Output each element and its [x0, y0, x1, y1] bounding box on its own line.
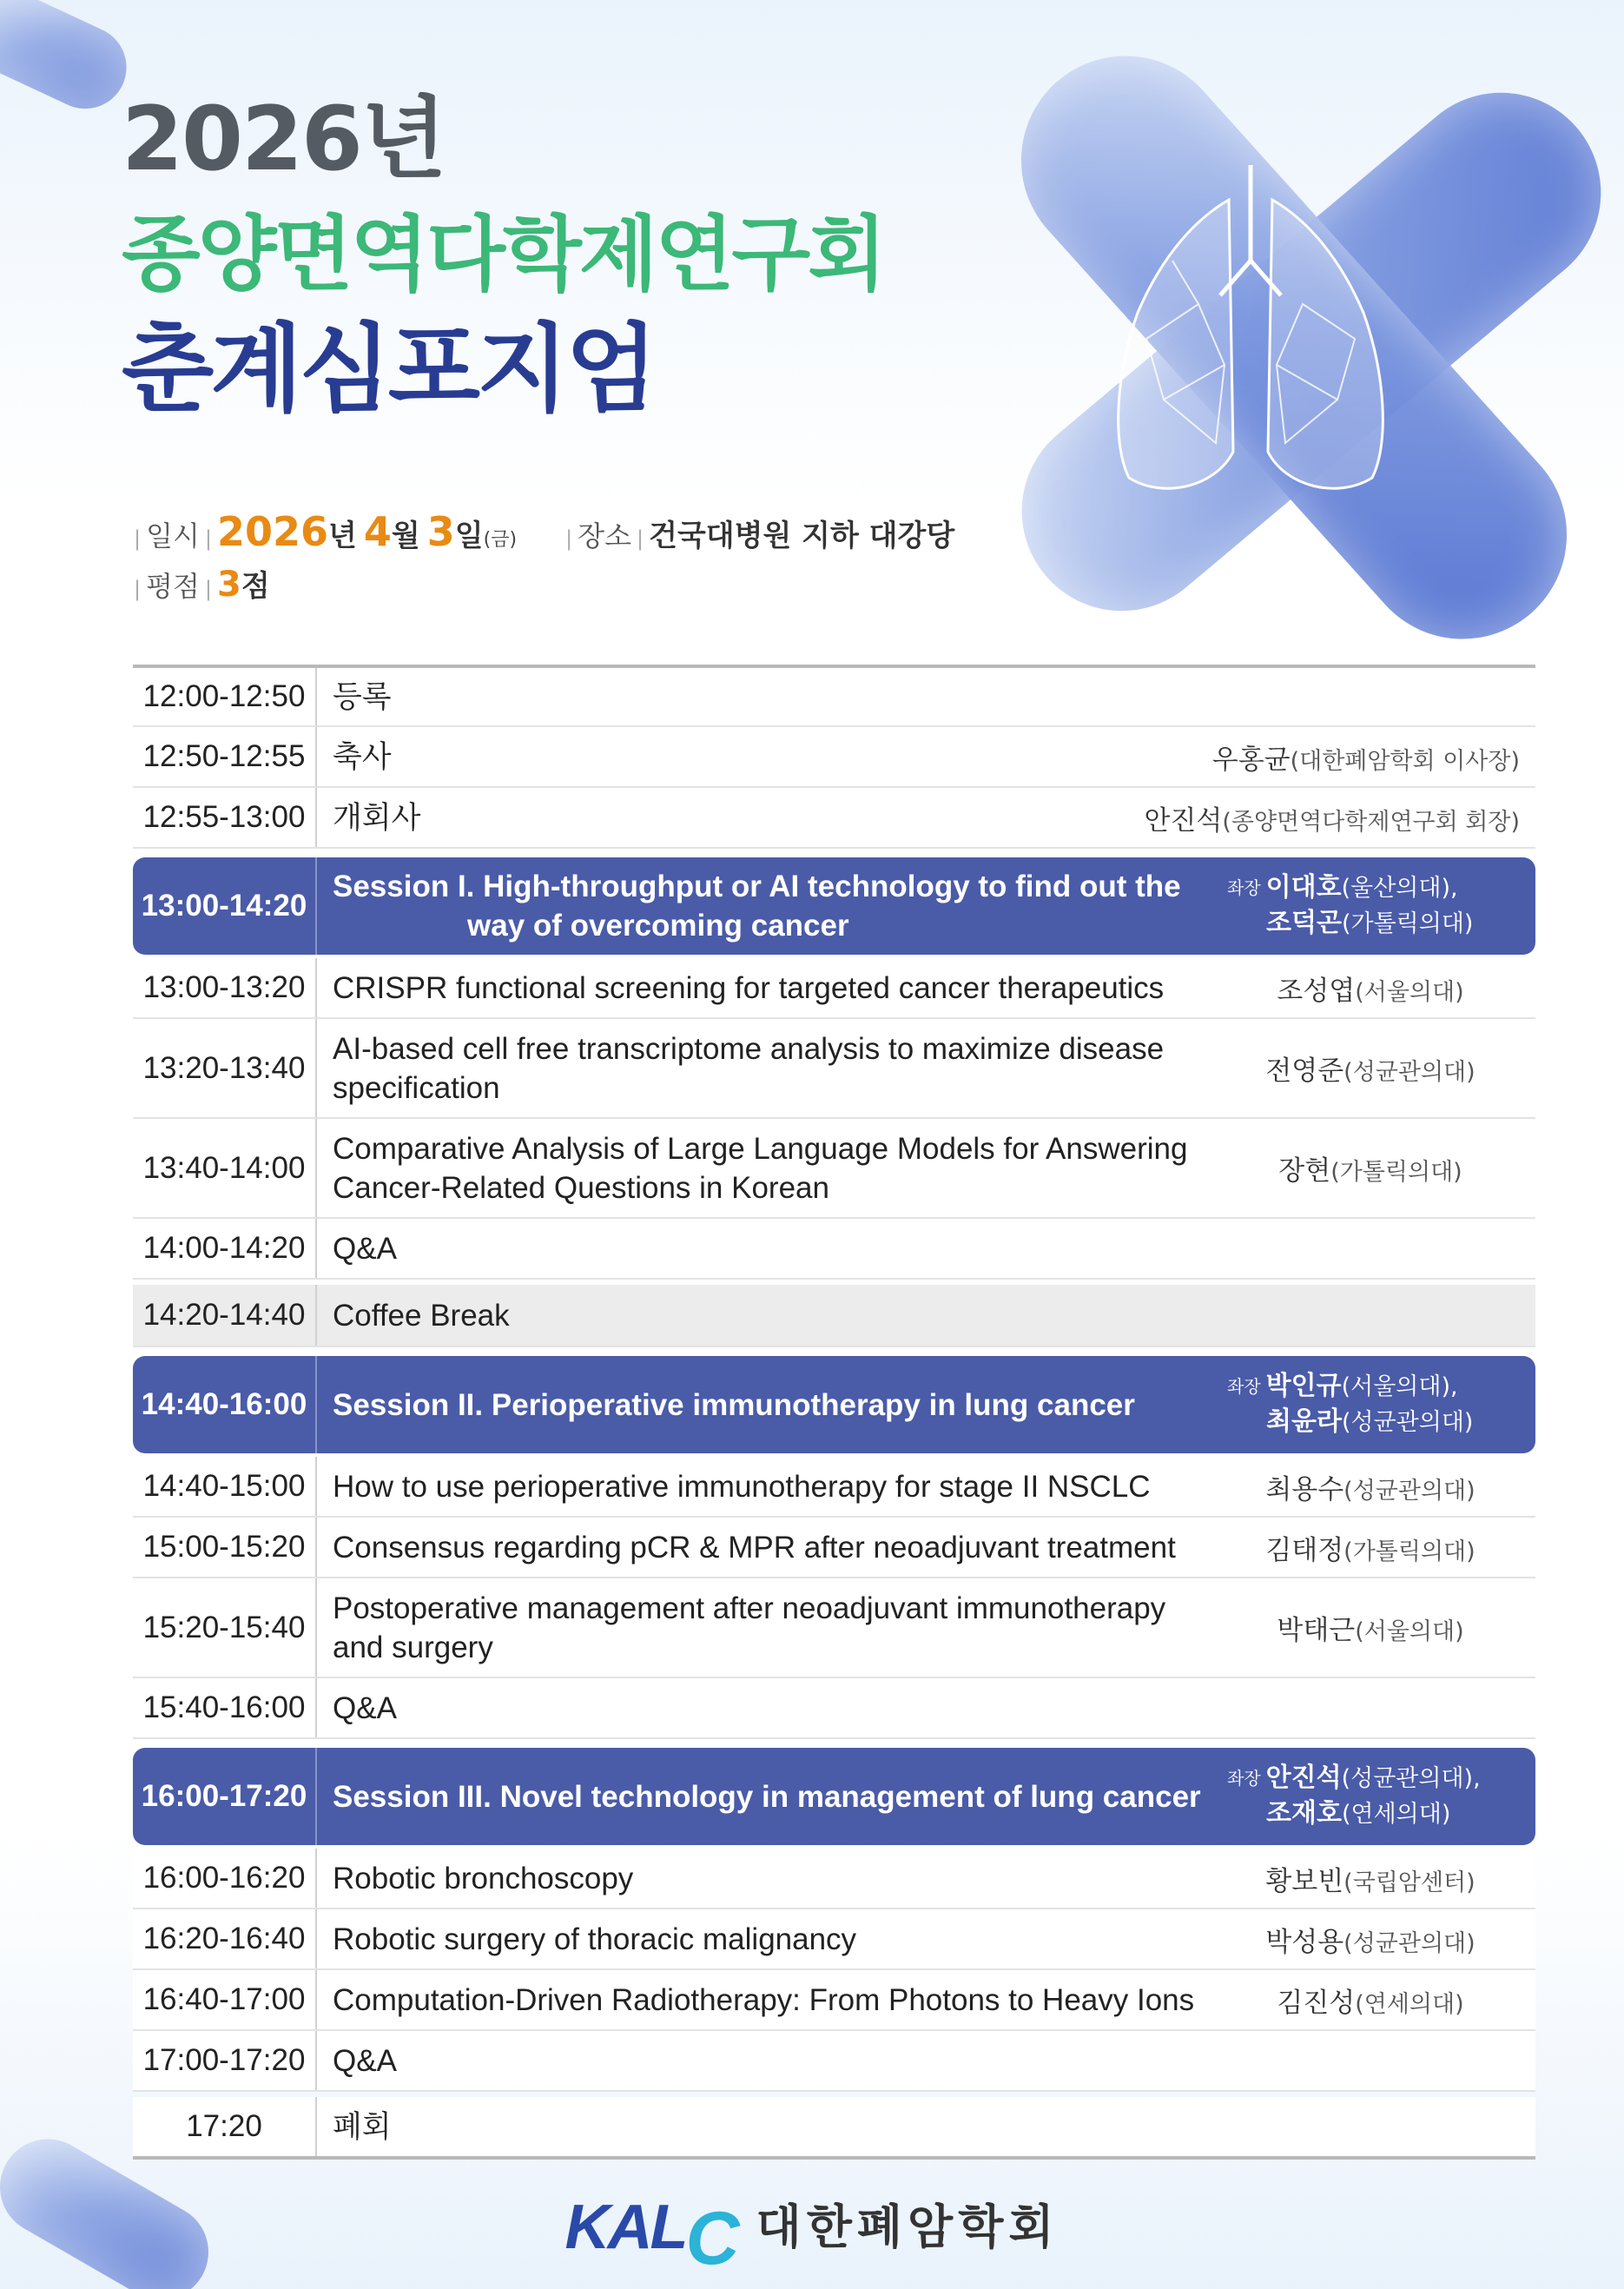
- date-label: | 일시 |: [129, 514, 217, 554]
- row-title: [317, 1859, 1205, 1898]
- date-year-unit: 년: [328, 519, 357, 553]
- row-title: [317, 2041, 1205, 2081]
- session-title-line2: way of overcoming cancer: [467, 909, 849, 943]
- row-speaker: [1205, 1528, 1535, 1567]
- poster-header: [122, 87, 884, 425]
- speaker-affiliation: (연세의대): [1355, 1990, 1464, 2018]
- row-title: [317, 1029, 1205, 1108]
- row-time: 15:00-15:20: [133, 1518, 317, 1577]
- session-chairs: [1205, 1761, 1535, 1832]
- chair-name: 최윤라: [1266, 1406, 1342, 1437]
- row-time: 13:20-13:40: [133, 1019, 317, 1117]
- speaker-name: 우홍균: [1211, 744, 1291, 776]
- row-title-line1: Computation-Driven Radiotherapy: From Photons to Heavy Ions: [333, 1982, 1195, 2017]
- table-row: [133, 1518, 1535, 1578]
- session-title: [317, 1777, 1205, 1816]
- table-row: [133, 2031, 1535, 2092]
- row-title-line2: specification: [333, 1070, 500, 1105]
- session-chairs: [1205, 870, 1535, 942]
- table-row: [133, 1219, 1535, 1280]
- date-month: 4: [363, 508, 392, 555]
- row-time: 17:00-17:20: [133, 2031, 317, 2090]
- table-row: [133, 1970, 1535, 2031]
- society-logo: [0, 2180, 1624, 2280]
- chair-affiliation: (연세의대): [1341, 1801, 1451, 1828]
- row-title-line1: Comparative Analysis of Large Language Models for Answering: [333, 1131, 1188, 1166]
- session-title-line1: Session I. High-throughput or AI technology to find out the: [333, 870, 1181, 903]
- chair-name: 이대호: [1265, 872, 1342, 903]
- row-time: 16:40-17:00: [133, 1970, 317, 2029]
- score-label: | 평점 |: [129, 565, 217, 605]
- chair-affiliation: (가톨릭의대): [1341, 910, 1474, 937]
- row-speaker: [1049, 738, 1535, 777]
- speaker-affiliation: (성균관의대): [1343, 1477, 1475, 1505]
- society-name: 대한폐암학회: [756, 2200, 1060, 2254]
- table-row: [133, 1578, 1535, 1678]
- schedule-table: [133, 665, 1535, 2160]
- row-title: [317, 1689, 1205, 1728]
- session-time: 13:00-14:20: [133, 857, 317, 955]
- chair-name: 안진석: [1265, 1763, 1342, 1793]
- chair-label: 좌장: [1227, 1768, 1261, 1789]
- session-chairs: [1205, 1369, 1535, 1440]
- chair-name: 조덕곤: [1266, 908, 1342, 938]
- kalc-logo: [564, 2180, 737, 2280]
- row-speaker: [1205, 1981, 1535, 2020]
- place-label: | 장소 |: [560, 514, 649, 554]
- session-time: 14:40-16:00: [133, 1356, 317, 1453]
- row-time: 13:00-13:20: [133, 958, 317, 1017]
- chair-affiliation: (울산의대),: [1341, 875, 1458, 902]
- row-speaker: [1205, 1467, 1535, 1506]
- table-row: [133, 1849, 1535, 1909]
- session-header-1: [133, 857, 1535, 955]
- row-title: 개회사: [333, 800, 421, 835]
- table-row: [133, 958, 1535, 1019]
- row-speaker: [1205, 1859, 1535, 1898]
- chair-name: 박인규: [1265, 1371, 1342, 1401]
- row-time: 16:20-16:40: [133, 1909, 317, 1968]
- row-title: 등록: [333, 679, 392, 714]
- chair-affiliation: (성균관의대): [1341, 1409, 1474, 1436]
- speaker-name: 박성용: [1265, 1926, 1344, 1958]
- speaker-name: 박태근: [1277, 1615, 1356, 1646]
- score-unit: 점: [241, 569, 270, 604]
- row-time: 14:20-14:40: [133, 1285, 317, 1346]
- row-title-line1: Postoperative management after neoadjuvant immunotherapy: [333, 1591, 1166, 1625]
- score-row: [129, 562, 954, 616]
- row-title-line2: and surgery: [333, 1630, 493, 1664]
- row-title: [317, 1229, 1205, 1268]
- row-title-line2: Cancer-Related Questions in Korean: [333, 1170, 829, 1205]
- row-time: 15:40-16:00: [133, 1678, 317, 1737]
- table-row: [133, 1909, 1535, 1970]
- row-title-line1: Consensus regarding pCR & MPR after neoadjuvant treatment: [333, 1530, 1176, 1565]
- chair-affiliation: (성균관의대),: [1341, 1765, 1481, 1792]
- row-title: [317, 1981, 1205, 2020]
- chair-label: 좌장: [1227, 1376, 1261, 1397]
- speaker-affiliation: (서울의대): [1355, 1618, 1464, 1645]
- row-title-line1: Robotic surgery of thoracic malignancy: [333, 1922, 857, 1956]
- lungs-illustration: [1068, 165, 1433, 530]
- speaker-name: 김진성: [1277, 1987, 1356, 2019]
- speaker-affiliation: (대한폐암학회 이사장): [1290, 747, 1520, 775]
- row-title-line1: Q&A: [333, 1690, 397, 1725]
- table-row: [133, 668, 1535, 727]
- speaker-name: 장현: [1278, 1155, 1331, 1187]
- date-day-unit: 일: [454, 519, 484, 553]
- table-row: [133, 1678, 1535, 1739]
- date-month-unit: 월: [391, 519, 420, 553]
- speaker-name: 황보빈: [1265, 1865, 1344, 1897]
- row-title: [317, 1920, 1205, 1959]
- row-title: [317, 1467, 1205, 1506]
- speaker-affiliation: (가톨릭의대): [1343, 1538, 1475, 1565]
- row-title: [317, 1589, 1205, 1667]
- row-time: 13:40-14:00: [133, 1119, 317, 1217]
- date-place-row: [129, 508, 954, 562]
- speaker-affiliation: (성균관의대): [1343, 1929, 1475, 1957]
- row-title-line1: AI-based cell free transcriptome analysis to maximize disease: [333, 1031, 1165, 1066]
- row-title-line1: Q&A: [333, 2043, 397, 2078]
- date-day: 3: [426, 508, 455, 555]
- speaker-name: 최용수: [1265, 1473, 1344, 1505]
- event-info: [129, 508, 954, 616]
- decorative-x-pills-lungs: [868, 0, 1624, 695]
- row-title-line1: Robotic bronchoscopy: [333, 1861, 634, 1895]
- row-title: 축사: [333, 739, 392, 774]
- speaker-name: 안진석: [1144, 804, 1223, 837]
- organization-name: 종양면역다학제연구회: [122, 208, 885, 303]
- row-title: [317, 969, 1205, 1008]
- row-speaker: [1049, 798, 1535, 837]
- speaker-name: 조성엽: [1277, 975, 1356, 1007]
- table-row: [133, 1457, 1535, 1518]
- row-time: 12:50-12:55: [133, 727, 317, 786]
- row-title: [317, 1129, 1205, 1207]
- row-time: 16:00-16:20: [133, 1849, 317, 1908]
- coffee-break-row: [133, 1285, 1535, 1347]
- session-header-2: [133, 1356, 1535, 1453]
- speaker-affiliation: (성균관의대): [1343, 1059, 1475, 1086]
- chair-label: 좌장: [1227, 877, 1261, 898]
- kalc-logo-text: KAL: [564, 2193, 686, 2262]
- row-time: 12:00-12:50: [133, 668, 317, 725]
- speaker-affiliation: (종양면역다학제연구회 회장): [1222, 808, 1520, 836]
- event-name: 춘계심포지엄: [122, 314, 655, 426]
- session-title-line1: Session III. Novel technology in management of lung cancer: [333, 1779, 1201, 1814]
- session-header-3: [133, 1748, 1535, 1845]
- session-time: 16:00-17:20: [133, 1748, 317, 1845]
- table-row: [133, 727, 1535, 788]
- speaker-name: 전영준: [1265, 1055, 1344, 1087]
- row-speaker: [1205, 1608, 1535, 1647]
- row-title-line1: How to use perioperative immunotherapy for stage II NSCLC: [333, 1469, 1151, 1504]
- row-title: 폐회: [333, 2109, 392, 2144]
- kalc-logo-c: C: [685, 2197, 737, 2280]
- row-speaker: [1205, 969, 1535, 1008]
- row-title-line1: CRISPR functional screening for targeted cancer therapeutics: [333, 970, 1165, 1005]
- chair-name: 조재호: [1266, 1798, 1342, 1829]
- table-row: [133, 1019, 1535, 1119]
- speaker-affiliation: (가톨릭의대): [1330, 1159, 1462, 1186]
- row-time: 15:20-15:40: [133, 1578, 317, 1677]
- row-title-line1: Q&A: [333, 1231, 397, 1266]
- table-row: [133, 788, 1535, 849]
- row-time: 14:00-14:20: [133, 1219, 317, 1278]
- speaker-name: 김태정: [1265, 1534, 1344, 1566]
- session-title: [317, 867, 1205, 945]
- row-title: [317, 1528, 1205, 1567]
- speaker-affiliation: (국립암센터): [1343, 1869, 1475, 1896]
- place-value: 건국대병원 지하 대강당: [649, 519, 955, 553]
- row-title: Coffee Break: [333, 1298, 510, 1333]
- row-speaker: [1205, 1148, 1535, 1188]
- event-year: 2026년: [122, 88, 446, 191]
- row-time: 12:55-13:00: [133, 788, 317, 847]
- row-speaker: [1205, 1920, 1535, 1959]
- row-speaker: [1205, 1049, 1535, 1088]
- row-time: 14:40-15:00: [133, 1457, 317, 1516]
- session-title: [317, 1386, 1205, 1425]
- row-time: 17:20: [133, 2097, 317, 2156]
- closing-row: [133, 2097, 1535, 2156]
- speaker-affiliation: (서울의대): [1355, 978, 1464, 1006]
- score-value: 3: [217, 565, 241, 605]
- table-row: [133, 1119, 1535, 1219]
- session-title-line1: Session II. Perioperative immunotherapy in lung cancer: [333, 1387, 1135, 1422]
- date-year: 2026: [217, 508, 329, 555]
- chair-affiliation: (서울의대),: [1341, 1373, 1458, 1400]
- date-weekday: (금): [483, 529, 518, 551]
